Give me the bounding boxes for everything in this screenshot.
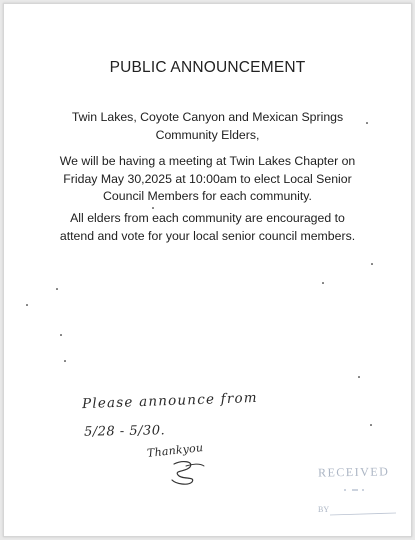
paragraph-line: We will be having a meeting at Twin Lakes Chapter on — [59, 154, 356, 168]
stamp-label: RECEIVED — [317, 464, 390, 480]
paragraph-line: All elders from each community are encouraged to — [70, 211, 345, 225]
scan-speck — [370, 424, 372, 426]
scan-speck — [56, 288, 58, 290]
paragraph-line: attend and vote for your local senior council members. — [59, 228, 356, 243]
paragraph-encouragement — [4, 210, 411, 245]
paragraph-line: Community Elders, — [155, 127, 260, 142]
stamp-by-label: BY — [318, 505, 330, 514]
received-stamp — [304, 462, 404, 522]
handwritten-signature — [168, 458, 208, 486]
scan-speck — [322, 282, 324, 284]
handwritten-note-dates: 5/28 - 5/30. — [83, 423, 166, 440]
scan-speck — [366, 122, 368, 124]
scan-speck — [152, 207, 154, 209]
announcement-title: PUBLIC ANNOUNCEMENT — [109, 59, 306, 76]
paragraph-meeting-details — [4, 153, 411, 206]
handwritten-thank-you: Thankyou — [146, 441, 204, 460]
scan-speck — [64, 360, 66, 362]
scanned-page — [3, 3, 412, 537]
paragraph-line: Twin Lakes, Coyote Canyon and Mexican Springs — [71, 110, 344, 124]
scan-speck — [371, 263, 373, 265]
scan-speck — [358, 376, 360, 378]
paragraph-addressees — [4, 109, 411, 144]
scan-speck — [26, 304, 28, 306]
paragraph-line: Friday May 30,2025 at 10:00am to elect Local Senior — [63, 171, 352, 186]
handwritten-note-line: Please announce from — [81, 389, 259, 413]
paragraph-line: Council Members for each community. — [103, 189, 312, 203]
scan-speck — [60, 334, 62, 336]
